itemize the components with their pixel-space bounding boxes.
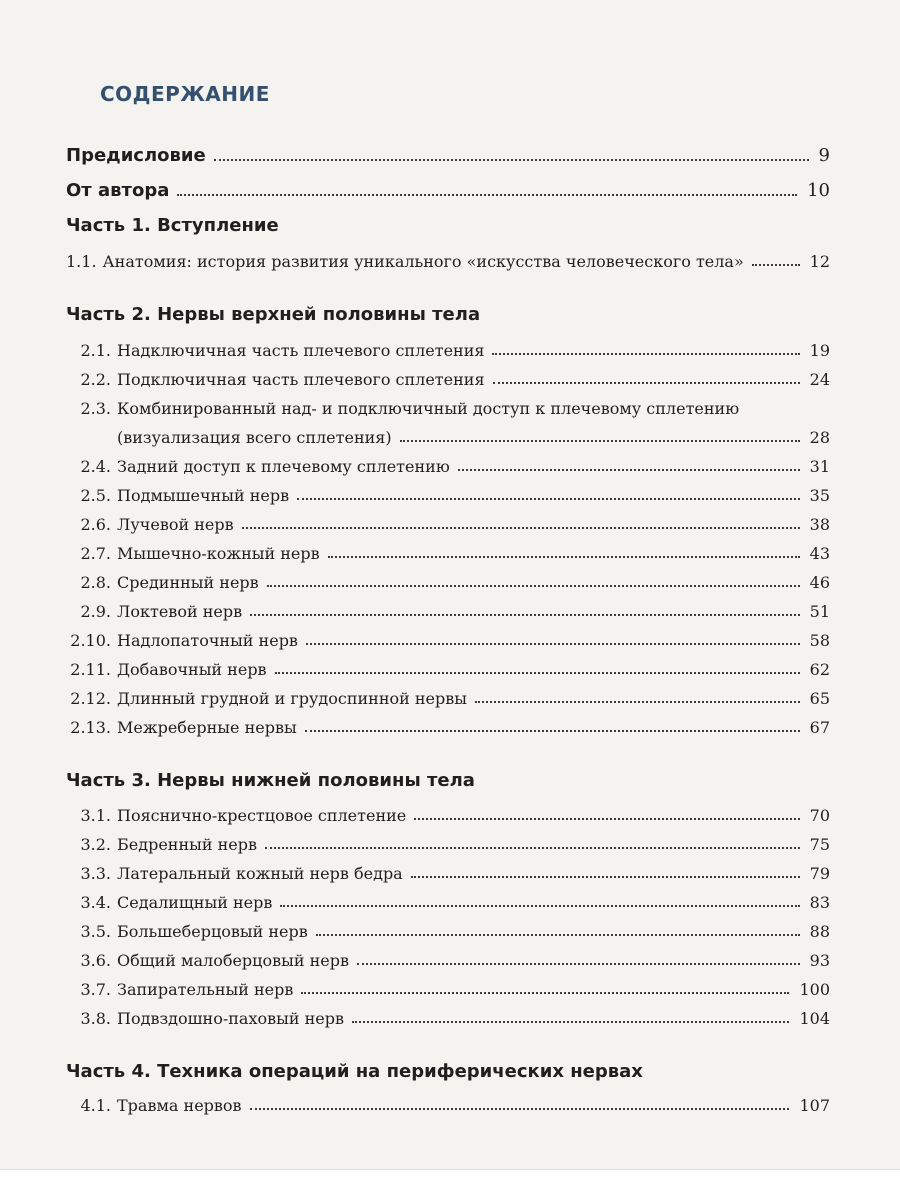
toc-entry[interactable] [66,370,830,389]
part-heading-3[interactable]: Часть 3. Нервы нижней половины тела [66,770,475,791]
entry-number: 2.7. [80,544,111,563]
entry-label [66,252,744,271]
entry-page: 67 [809,718,830,737]
dot-leader [493,382,800,384]
entry-text: Задний доступ к плечевому сплетению [117,457,450,476]
entry-label [66,341,484,360]
toc-entry[interactable] [66,689,830,708]
entry-page: 10 [807,180,830,201]
entry-page: 79 [809,864,830,883]
entry-text: Надключичная часть плечевого сплетения [117,341,485,360]
entry-page: 104 [799,1009,830,1028]
entry-text: Локтевой нерв [117,602,243,621]
entry-label [66,1096,242,1115]
toc-entry[interactable] [66,806,830,825]
entry-number: 3.8. [80,1009,111,1028]
dot-leader [267,585,800,587]
dot-leader [752,264,800,266]
entry-label [66,806,406,825]
entry-label [66,544,320,563]
toc-entry[interactable] [66,718,830,737]
entry-text: Подключичная часть плечевого сплетения [117,370,485,389]
entry-page: 100 [799,980,830,999]
entry-label [66,951,349,970]
entry-label [66,893,272,912]
dot-leader [316,934,800,936]
entry-page: 65 [809,689,830,708]
toc-entry-line2[interactable] [66,428,830,447]
entry-label [66,602,242,621]
entry-text: Латеральный кожный нерв бедра [117,864,403,883]
entry-number: 2.2. [80,370,111,389]
entry-text: Анатомия: история развития уникального «искусства человеческого тела» [102,252,744,271]
toc-entry[interactable] [66,1009,830,1028]
entry-number: 3.5. [80,922,111,941]
toc-entry[interactable] [66,515,830,534]
entry-label [66,718,297,737]
page-title: СОДЕРЖАНИЕ [100,82,270,106]
entry-page: 58 [809,631,830,650]
entry-text: Большеберцовый нерв [117,922,308,941]
toc-entry[interactable] [66,1096,830,1115]
entry-page: 107 [799,1096,830,1115]
dot-leader [414,818,799,820]
dot-leader [352,1021,789,1023]
entry-page: 62 [809,660,830,679]
entry-number: 2.12. [70,689,111,708]
entry-page: 38 [809,515,830,534]
toc-entry[interactable] [66,252,830,271]
entry-number: 2.3. [80,399,111,418]
toc-entry-line1[interactable] [66,399,739,418]
entry-number: 3.1. [80,806,111,825]
toc-entry[interactable] [66,660,830,679]
entry-label [66,515,234,534]
entry-number: 2.6. [80,515,111,534]
entry-page: 24 [809,370,830,389]
dot-leader [280,905,799,907]
entry-page: 31 [809,457,830,476]
toc-entry[interactable] [66,457,830,476]
entry-label [66,486,289,505]
entry-text: Мышечно-кожный нерв [117,544,320,563]
entry-number: 2.11. [70,660,111,679]
entry-number: 2.5. [80,486,111,505]
dot-leader [458,469,800,471]
dot-leader [265,847,800,849]
entry-number: 2.1. [80,341,111,360]
entry-page: 75 [809,835,830,854]
dot-leader [475,701,800,703]
dot-leader [214,159,809,161]
entry-label [66,660,267,679]
toc-entry[interactable] [66,951,830,970]
toc-entry-preface[interactable] [66,145,830,166]
entry-page: 51 [809,602,830,621]
entry-number: 1.1. [66,252,97,271]
entry-page: 43 [809,544,830,563]
entry-text: Общий малоберцовый нерв [117,951,349,970]
entry-number: 3.4. [80,893,111,912]
entry-number: 2.10. [70,631,111,650]
part-heading-1[interactable]: Часть 1. Вступление [66,215,279,236]
entry-page: 70 [809,806,830,825]
entry-label [66,864,403,883]
toc-entry[interactable] [66,893,830,912]
dot-leader [242,527,800,529]
dot-leader [177,194,797,196]
dot-leader [250,1108,790,1110]
dot-leader [357,963,800,965]
entry-page: 35 [809,486,830,505]
entry-label [66,835,257,854]
entry-page: 88 [809,922,830,941]
entry-page: 12 [809,252,830,271]
entry-label [66,573,259,592]
entry-number: 3.6. [80,951,111,970]
toc-entry[interactable] [66,922,830,941]
entry-text: Подвздошно-паховый нерв [117,1009,344,1028]
entry-text: Седалищный нерв [117,893,273,912]
dot-leader [492,353,799,355]
entry-number: 2.4. [80,457,111,476]
entry-page: 28 [809,428,830,447]
entry-label [66,689,467,708]
toc-entry[interactable] [66,573,830,592]
entry-text: Пояснично-крестцовое сплетение [117,806,407,825]
entry-label: От автора [66,180,170,201]
entry-label [66,370,485,389]
entry-label [66,457,450,476]
entry-label [66,631,298,650]
toc-entry[interactable] [66,835,830,854]
entry-text: Бедренный нерв [117,835,257,854]
dot-leader [250,614,800,616]
dot-leader [275,672,800,674]
entry-number: 2.8. [80,573,111,592]
dot-leader [306,643,800,645]
dot-leader [328,556,800,558]
entry-text: Травма нервов [117,1096,242,1115]
dot-leader [411,876,800,878]
entry-number: 3.7. [80,980,111,999]
entry-page: 46 [809,573,830,592]
dot-leader [400,440,800,442]
entry-number: 4.1. [80,1096,111,1115]
part-heading-4[interactable]: Часть 4. Техника операций на периферических нервах [66,1061,643,1082]
dot-leader [297,498,800,500]
entry-number: 2.9. [80,602,111,621]
toc-entry-from-author[interactable] [66,180,830,201]
entry-text: Запирательный нерв [117,980,294,999]
entry-text: Надлопаточный нерв [117,631,298,650]
toc-entry[interactable] [66,544,830,563]
dot-leader [301,992,789,994]
toc-entry[interactable] [66,602,830,621]
entry-text: Подмышечный нерв [117,486,290,505]
entry-label [66,980,293,999]
entry-text: Срединный нерв [117,573,259,592]
entry-number: 3.3. [80,864,111,883]
toc-entry[interactable] [66,864,830,883]
entry-text: Длинный грудной и грудоспинной нервы [117,689,467,708]
entry-label: Предисловие [66,145,206,166]
entry-label [66,1009,344,1028]
toc-entry[interactable] [66,631,830,650]
entry-page: 83 [809,893,830,912]
page-bottom-edge [0,1169,900,1200]
entry-label [66,922,308,941]
toc-entry[interactable] [66,341,830,360]
part-heading-2[interactable]: Часть 2. Нервы верхней половины тела [66,304,481,325]
entry-text: Добавочный нерв [117,660,267,679]
toc-entry[interactable] [66,980,830,999]
toc-entry[interactable] [66,486,830,505]
entry-number: 3.2. [80,835,111,854]
dot-leader [305,730,800,732]
entry-text-continued: (визуализация всего сплетения) [117,428,392,447]
entry-text: Комбинированный над- и подключичный доступ к плечевому сплетению [117,399,740,418]
entry-page: 93 [809,951,830,970]
entry-text: Лучевой нерв [117,515,234,534]
entry-text: Межреберные нервы [117,718,297,737]
entry-page: 19 [809,341,830,360]
entry-number: 2.13. [70,718,111,737]
entry-page: 9 [818,145,830,166]
